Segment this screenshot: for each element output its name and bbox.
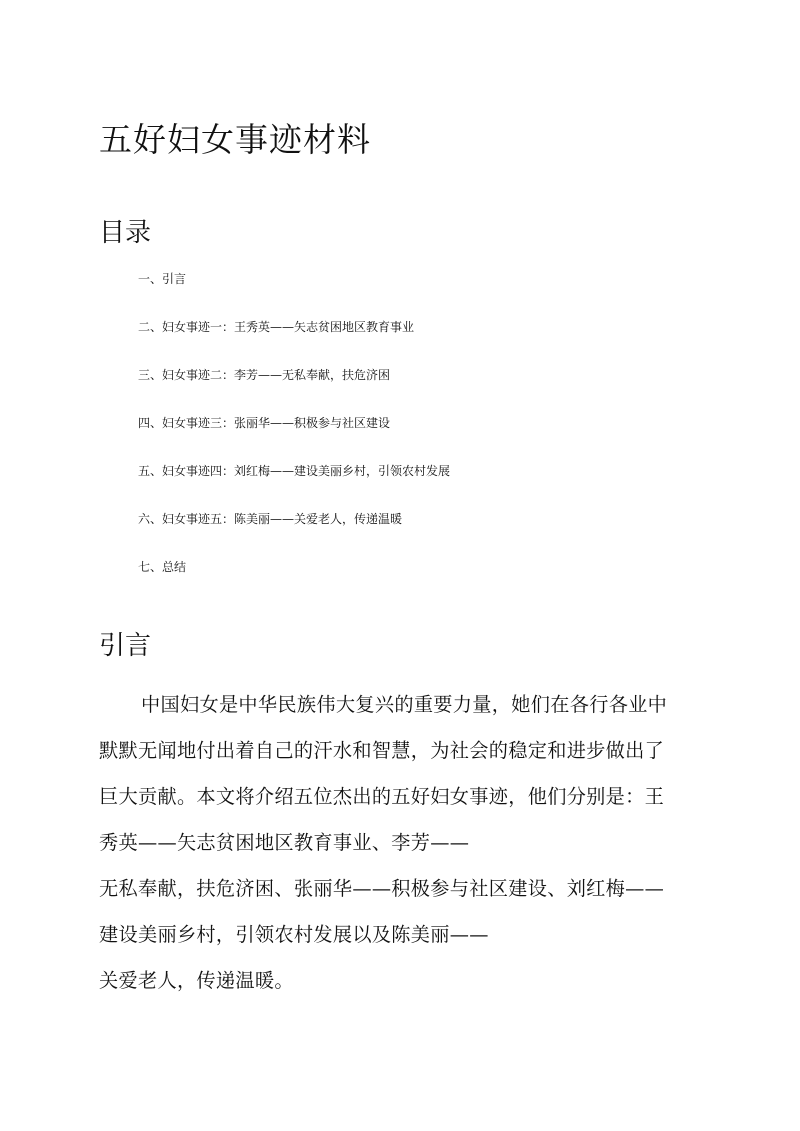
toc-heading: 目录 <box>99 217 152 248</box>
paragraph-line: 秀英——矢志贫困地区教育事业、李芳—— <box>99 831 470 854</box>
paragraph-line: 默默无闻地付出着自己的汗水和智慧，为社会的稳定和进步做出了 <box>99 739 665 762</box>
document-title: 五好妇女事迹材料 <box>99 120 371 160</box>
toc-item-deed-five[interactable]: 六、妇女事迹五：陈美丽——关爱老人，传递温暖 <box>138 512 403 526</box>
introduction-paragraph <box>99 682 703 1004</box>
toc-item-conclusion[interactable]: 七、总结 <box>138 560 187 574</box>
paragraph-line: 关爱老人，传递温暖。 <box>99 969 294 992</box>
paragraph-line: 建设美丽乡村，引领农村发展以及陈美丽—— <box>99 923 489 946</box>
toc-item-introduction[interactable]: 一、引言 <box>138 272 187 286</box>
toc-item-deed-three[interactable]: 四、妇女事迹三：张丽华——积极参与社区建设 <box>138 416 391 430</box>
toc-item-deed-one[interactable]: 二、妇女事迹一：王秀英——矢志贫困地区教育事业 <box>138 320 415 334</box>
toc-item-deed-two[interactable]: 三、妇女事迹二：李芳——无私奉献，扶危济困 <box>138 368 391 382</box>
paragraph-line: 中国妇女是中华民族伟大复兴的重要力量，她们在各行各业中 <box>141 693 668 716</box>
table-of-contents <box>138 267 698 603</box>
paragraph-line: 巨大贡献。本文将介绍五位杰出的五好妇女事迹，他们分别是：王 <box>99 785 665 808</box>
paragraph-line: 无私奉献，扶危济困、张丽华——积极参与社区建设、刘红梅—— <box>99 877 665 900</box>
toc-item-deed-four[interactable]: 五、妇女事迹四：刘红梅——建设美丽乡村，引领农村发展 <box>138 464 451 478</box>
introduction-heading: 引言 <box>99 630 152 661</box>
